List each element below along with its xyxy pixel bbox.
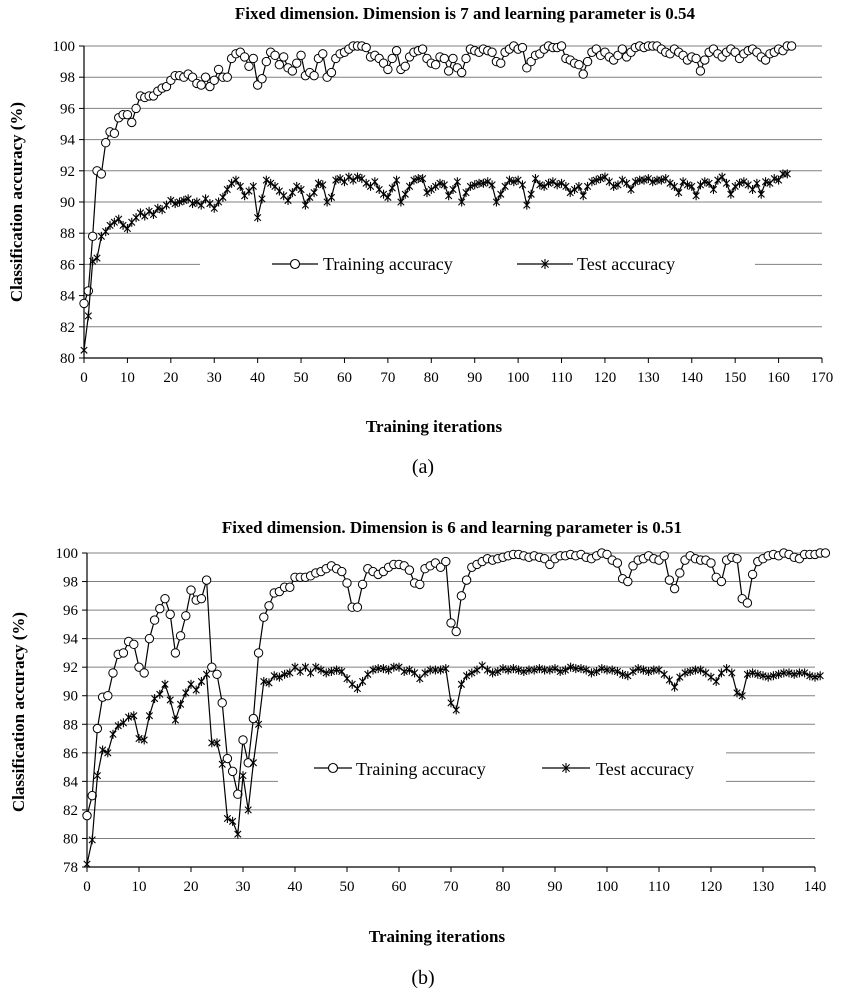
x-tick-label-70: 70: [443, 879, 459, 895]
training-point-94: [488, 48, 496, 56]
y-tick-label-92: 92: [60, 163, 75, 180]
y-tick-label-90: 90: [63, 688, 78, 705]
chart-b-caption: (b): [411, 967, 435, 989]
training-point-163: [787, 42, 795, 50]
test-point-41: [297, 667, 303, 676]
training-point-2: [93, 724, 101, 732]
training-point-62: [405, 566, 413, 574]
test-point-138: [680, 177, 686, 186]
chart-a-x-ticks: [80, 358, 833, 386]
x-tick-label-170: 170: [810, 370, 834, 386]
training-point-78: [418, 45, 426, 53]
test-point-9: [131, 711, 137, 720]
training-point-49: [293, 59, 301, 67]
test-point-11: [141, 735, 147, 744]
y-tick-label-100: 100: [52, 39, 75, 55]
x-tick-label-10: 10: [119, 370, 135, 386]
y-tick-label-84: 84: [60, 288, 75, 305]
chart-a-y-ticks: [53, 39, 85, 367]
training-point-42: [262, 57, 270, 65]
test-point-141: [693, 191, 699, 200]
training-point-33: [223, 73, 231, 81]
training-point-1: [84, 287, 92, 295]
training-point-53: [310, 71, 318, 79]
training-point-120: [707, 559, 715, 567]
training-point-0: [80, 299, 88, 307]
test-point-128: [749, 668, 755, 677]
legend-a-test-label: Test accuracy: [577, 254, 676, 274]
x-tick-label-60: 60: [336, 370, 352, 386]
training-point-11: [128, 118, 136, 126]
training-point-27: [197, 81, 205, 89]
y-tick-label-80: 80: [60, 351, 75, 367]
training-point-143: [701, 56, 709, 64]
x-tick-label-90: 90: [467, 370, 483, 386]
training-point-65: [362, 43, 370, 51]
test-point-7: [111, 218, 117, 227]
test-point-115: [682, 668, 688, 677]
chart-a-x-axis-title: Training iterations: [365, 417, 503, 436]
test-point-2: [94, 771, 100, 780]
test-point-40: [254, 213, 260, 222]
chart-a-y-axis-title: Classification accuracy (%): [7, 101, 26, 303]
training-point-37: [240, 53, 248, 61]
y-tick-label-92: 92: [63, 660, 78, 677]
test-point-108: [645, 667, 651, 676]
test-point-43: [267, 179, 273, 188]
training-point-18: [176, 632, 184, 640]
training-point-46: [279, 53, 287, 61]
y-tick-label-94: 94: [60, 132, 75, 149]
test-point-142: [697, 180, 703, 189]
chart-b-x-axis-title: Training iterations: [368, 927, 506, 946]
training-point-23: [202, 576, 210, 584]
chart-b-title: Fixed dimension. Dimension is 6 and learning parameter is 0.51: [221, 518, 683, 537]
training-point-70: [384, 65, 392, 73]
legend-b-training-label: Training accuracy: [356, 759, 486, 779]
x-tick-label-20: 20: [183, 879, 199, 895]
x-tick-label-120: 120: [593, 370, 617, 386]
y-tick-label-98: 98: [63, 574, 78, 591]
chart-a-caption: (a): [411, 456, 435, 478]
x-tick-label-60: 60: [391, 879, 407, 895]
test-point-87: [536, 664, 542, 673]
training-point-11: [140, 669, 148, 677]
y-tick-label-88: 88: [63, 717, 78, 734]
chart-a-title: Fixed dimension. Dimension is 7 and learning parameter is 0.54: [234, 4, 696, 23]
training-point-71: [452, 627, 460, 635]
training-point-72: [392, 46, 400, 54]
test-point-131: [765, 673, 771, 682]
x-tick-label-40: 40: [250, 370, 266, 386]
test-point-84: [521, 667, 527, 676]
training-point-73: [462, 576, 470, 584]
training-point-14: [156, 604, 164, 612]
training-point-72: [457, 592, 465, 600]
training-point-48: [288, 67, 296, 75]
training-point-96: [497, 59, 505, 67]
test-point-0: [81, 346, 87, 355]
training-point-31: [214, 65, 222, 73]
test-point-146: [715, 176, 721, 185]
training-point-13: [150, 616, 158, 624]
training-point-142: [696, 67, 704, 75]
y-tick-label-96: 96: [63, 603, 78, 620]
training-point-74: [401, 62, 409, 70]
x-tick-label-0: 0: [83, 879, 91, 895]
chart-b-x-ticks: [83, 867, 826, 895]
training-point-39: [286, 583, 294, 591]
test-point-61: [401, 667, 407, 676]
training-point-7: [110, 129, 118, 137]
training-point-28: [228, 767, 236, 775]
training-point-15: [161, 594, 169, 602]
training-point-101: [518, 43, 526, 51]
training-point-19: [182, 612, 190, 620]
training-point-41: [258, 75, 266, 83]
test-point-1: [89, 835, 95, 844]
training-point-22: [197, 594, 205, 602]
y-tick-label-84: 84: [63, 774, 78, 791]
test-point-124: [729, 668, 735, 677]
training-point-33: [254, 649, 262, 657]
training-point-71: [388, 54, 396, 62]
training-point-112: [665, 576, 673, 584]
test-point-80: [428, 185, 434, 194]
training-point-53: [358, 580, 366, 588]
training-point-69: [442, 557, 450, 565]
training-point-111: [660, 552, 668, 560]
training-point-122: [717, 577, 725, 585]
x-tick-label-80: 80: [495, 879, 511, 895]
training-point-114: [575, 61, 583, 69]
x-tick-label-20: 20: [163, 370, 179, 386]
x-tick-label-150: 150: [723, 370, 747, 386]
training-point-5: [109, 669, 117, 677]
x-tick-label-30: 30: [206, 370, 222, 386]
x-tick-label-160: 160: [767, 370, 790, 386]
test-point-3: [94, 254, 100, 263]
training-point-39: [249, 54, 257, 62]
x-tick-label-100: 100: [595, 879, 619, 895]
training-point-35: [265, 602, 273, 610]
test-point-50: [298, 185, 304, 194]
x-tick-label-140: 140: [803, 879, 827, 895]
test-point-140: [812, 673, 818, 682]
legend-a-training-marker: [291, 260, 300, 269]
test-point-103: [528, 190, 534, 199]
training-point-102: [613, 559, 621, 567]
training-point-50: [297, 51, 305, 59]
x-tick-label-0: 0: [80, 370, 88, 386]
training-point-85: [449, 54, 457, 62]
x-tick-label-110: 110: [550, 370, 573, 386]
test-point-18: [177, 700, 183, 709]
training-point-26: [218, 699, 226, 707]
y-tick-label-90: 90: [60, 195, 75, 211]
test-point-30: [240, 771, 246, 780]
training-point-34: [260, 613, 268, 621]
training-point-114: [676, 569, 684, 577]
training-point-0: [83, 811, 91, 819]
test-point-79: [424, 188, 430, 197]
y-tick-label-96: 96: [60, 101, 75, 118]
training-point-10: [123, 110, 131, 118]
training-point-25: [213, 670, 221, 678]
chart-b-y-ticks: [56, 546, 88, 876]
training-point-45: [275, 61, 283, 69]
test-point-42: [263, 176, 269, 185]
training-point-4: [97, 170, 105, 178]
training-point-84: [444, 67, 452, 75]
test-point-115: [580, 191, 586, 200]
test-point-10: [136, 734, 142, 743]
y-tick-label-82: 82: [63, 802, 78, 819]
training-point-38: [245, 62, 253, 70]
training-point-12: [132, 104, 140, 112]
x-tick-label-130: 130: [637, 370, 660, 386]
x-tick-label-50: 50: [293, 370, 309, 386]
training-point-57: [327, 68, 335, 76]
test-point-141: [817, 671, 823, 680]
training-point-52: [353, 603, 361, 611]
test-point-70: [385, 193, 391, 202]
training-point-64: [416, 580, 424, 588]
training-point-70: [447, 619, 455, 627]
training-point-12: [145, 634, 153, 642]
training-point-30: [210, 76, 218, 84]
test-point-113: [571, 185, 577, 194]
test-point-114: [576, 182, 582, 191]
y-tick-label-86: 86: [60, 257, 75, 274]
y-tick-label-88: 88: [60, 226, 75, 243]
test-point-156: [758, 190, 764, 199]
x-tick-label-10: 10: [131, 879, 147, 895]
training-point-113: [670, 584, 678, 592]
test-point-12: [146, 711, 152, 720]
legend-b-training-marker: [329, 764, 338, 773]
training-point-83: [440, 54, 448, 62]
x-tick-label-110: 110: [648, 879, 670, 895]
test-point-17: [172, 715, 178, 724]
test-point-76: [479, 661, 485, 670]
training-point-7: [119, 649, 127, 657]
chart-panel-a: [7, 4, 833, 478]
y-tick-label-100: 100: [55, 546, 78, 562]
chart-b-y-axis-title: Classification accuracy (%): [9, 611, 28, 813]
x-tick-label-120: 120: [699, 879, 723, 895]
legend-a-training-label: Training accuracy: [323, 254, 453, 274]
training-point-49: [338, 567, 346, 575]
training-point-4: [104, 692, 112, 700]
x-tick-label-130: 130: [751, 879, 775, 895]
x-tick-label-100: 100: [506, 370, 530, 386]
x-tick-label-80: 80: [423, 370, 439, 386]
training-point-116: [583, 57, 591, 65]
test-point-94: [489, 180, 495, 189]
x-tick-label-40: 40: [287, 879, 303, 895]
test-point-81: [432, 182, 438, 191]
test-point-123: [723, 664, 729, 673]
training-point-30: [239, 736, 247, 744]
training-point-28: [201, 73, 209, 81]
legend-b-test-label: Test accuracy: [596, 759, 695, 779]
test-point-62: [350, 176, 356, 185]
x-tick-label-30: 30: [235, 879, 251, 895]
training-point-88: [462, 54, 470, 62]
test-point-29: [235, 830, 241, 839]
y-tick-label-94: 94: [63, 631, 78, 648]
y-tick-label-86: 86: [63, 745, 78, 762]
test-point-82: [510, 664, 516, 673]
training-point-17: [171, 649, 179, 657]
training-point-141: [692, 54, 700, 62]
test-point-120: [708, 673, 714, 682]
x-tick-label-90: 90: [547, 879, 563, 895]
y-tick-label-98: 98: [60, 70, 75, 87]
y-tick-label-82: 82: [60, 319, 75, 336]
training-point-24: [208, 663, 216, 671]
training-point-142: [821, 549, 829, 557]
training-point-110: [557, 42, 565, 50]
training-point-2: [88, 232, 96, 240]
training-point-128: [748, 570, 756, 578]
training-point-124: [618, 45, 626, 53]
test-point-16: [167, 696, 173, 705]
test-point-69: [443, 664, 449, 673]
training-point-5: [102, 139, 110, 147]
training-point-9: [130, 640, 138, 648]
chart-panel-b: [9, 518, 830, 989]
x-tick-label-140: 140: [680, 370, 704, 386]
training-point-55: [319, 50, 327, 58]
training-point-127: [743, 599, 751, 607]
y-tick-label-78: 78: [63, 860, 78, 876]
training-point-104: [624, 577, 632, 585]
x-tick-label-50: 50: [339, 879, 355, 895]
training-point-81: [431, 61, 439, 69]
training-point-44: [271, 51, 279, 59]
training-point-87: [457, 68, 465, 76]
training-point-125: [733, 555, 741, 563]
training-point-115: [579, 70, 587, 78]
x-tick-label-70: 70: [380, 370, 396, 386]
training-point-16: [166, 610, 174, 618]
training-point-50: [343, 579, 351, 587]
y-tick-label-80: 80: [63, 831, 78, 848]
training-point-20: [187, 586, 195, 594]
test-point-1: [85, 311, 91, 320]
